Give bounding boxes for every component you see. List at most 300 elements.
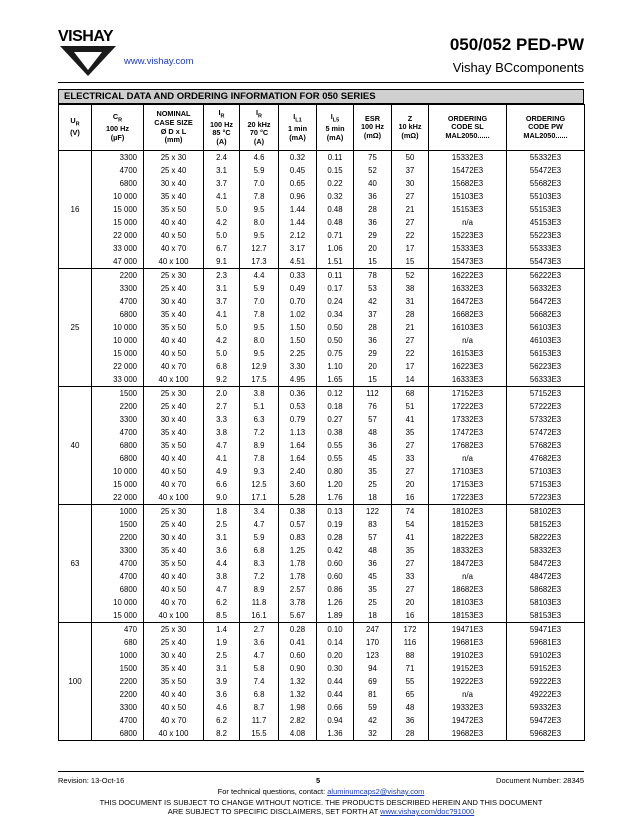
table-value: 45 xyxy=(368,572,377,581)
case-size-cell xyxy=(144,269,204,387)
table-value: 4.2 xyxy=(216,218,227,227)
table-value: 2200 xyxy=(119,271,137,280)
il5-cell xyxy=(317,151,354,269)
table-value: 3.3 xyxy=(216,415,227,424)
table-value: 0.15 xyxy=(327,166,343,175)
table-value: 57472E3 xyxy=(529,428,562,437)
revision-date: Revision: 13-Oct-16 xyxy=(58,776,125,785)
table-value: 27 xyxy=(405,441,415,450)
table-value: 1.10 xyxy=(327,362,343,371)
table-value: 6800 xyxy=(119,310,137,319)
table-value: 40 x 100 xyxy=(158,493,189,502)
table-value: 16 xyxy=(405,611,415,620)
table-value: 36 xyxy=(405,716,415,725)
table-value: 40 x 40 xyxy=(160,572,187,581)
table-value: 59222E3 xyxy=(529,677,562,686)
table-value: 30 x 40 xyxy=(160,297,187,306)
tech-contact-email[interactable]: aluminumcaps2@vishay.com xyxy=(327,787,425,796)
table-value: 2200 xyxy=(119,402,137,411)
table-value: 28 xyxy=(368,205,377,214)
cr-cell xyxy=(92,269,144,387)
table-value: 1.8 xyxy=(216,507,227,516)
table-value: 3.9 xyxy=(216,677,227,686)
cr-cell xyxy=(92,151,144,269)
table-value: 15332E3 xyxy=(451,153,484,162)
table-value: 3.6 xyxy=(216,546,227,555)
table-value: 59682E3 xyxy=(529,729,562,738)
table-value: 35 x 40 xyxy=(160,664,187,673)
ur-cell: 100 xyxy=(59,623,92,741)
ir-100hz-cell xyxy=(204,623,240,741)
table-value: 122 xyxy=(365,507,379,516)
z-cell xyxy=(392,505,429,623)
table-value: 4.6 xyxy=(253,153,265,162)
table-value: 5.9 xyxy=(253,284,265,293)
table-value: 8.9 xyxy=(253,585,265,594)
table-value: 17.3 xyxy=(251,257,267,266)
header-rule xyxy=(58,82,584,83)
table-value: 16682E3 xyxy=(451,310,484,319)
table-value: 3.8 xyxy=(216,572,227,581)
table-value: 33 xyxy=(405,572,415,581)
il1-cell xyxy=(279,623,317,741)
il1-cell xyxy=(279,269,317,387)
table-value: n/a xyxy=(462,572,473,581)
table-value: 18472E3 xyxy=(451,559,484,568)
table-value: 12.5 xyxy=(251,480,267,489)
table-value: 1.78 xyxy=(289,572,306,581)
table-value: 4.51 xyxy=(289,257,306,266)
table-value: 8.5 xyxy=(216,611,227,620)
table-value: 71 xyxy=(405,664,415,673)
table-value: 17.1 xyxy=(251,493,267,502)
table-value: 40 x 50 xyxy=(160,585,187,594)
table-value: 3300 xyxy=(119,284,137,293)
table-value: 0.11 xyxy=(327,271,343,280)
table-value: 30 x 40 xyxy=(160,651,187,660)
table-value: 56332E3 xyxy=(529,284,562,293)
table-value: n/a xyxy=(462,690,473,699)
ir-100hz-cell xyxy=(204,387,240,505)
table-value: 5.0 xyxy=(216,349,227,358)
table-value: 35 x 50 xyxy=(160,677,187,686)
table-value: 53 xyxy=(368,284,377,293)
footer-rule xyxy=(58,771,584,772)
table-value: 35 x 40 xyxy=(160,428,187,437)
table-value: 16333E3 xyxy=(451,375,484,384)
table-value: 40 x 40 xyxy=(160,690,187,699)
table-value: 0.36 xyxy=(289,389,306,398)
table-value: 55333E3 xyxy=(529,244,562,253)
table-value: 9.1 xyxy=(216,257,227,266)
table-value: 40 x 40 xyxy=(160,218,187,227)
table-value: 1500 xyxy=(119,664,137,673)
table-value: 22 000 xyxy=(113,362,137,371)
table-value: 0.55 xyxy=(327,441,343,450)
brand-name: Vishay BCcomponents xyxy=(452,60,584,75)
table-value: 6800 xyxy=(119,441,137,450)
table-value: 35 xyxy=(368,467,377,476)
table-value: 56153E3 xyxy=(529,349,562,358)
table-value: 65 xyxy=(405,690,415,699)
table-header-row xyxy=(59,105,585,151)
website-link[interactable]: www.vishay.com xyxy=(124,56,194,67)
table-value: 40 x 70 xyxy=(160,362,187,371)
table-value: 0.49 xyxy=(289,284,306,293)
table-value: 0.83 xyxy=(289,533,306,542)
ordering-pw-cell xyxy=(507,505,585,623)
table-value: 81 xyxy=(368,690,377,699)
table-value: 17103E3 xyxy=(451,467,484,476)
table-value: 15 000 xyxy=(113,205,137,214)
table-value: 3.7 xyxy=(216,297,227,306)
table-value: 40 x 50 xyxy=(160,231,187,240)
col-header-ordering-pw: ORDERING CODE PW MAL2050...... xyxy=(507,105,585,151)
ir-100hz-cell xyxy=(204,151,240,269)
table-value: 27 xyxy=(405,467,415,476)
table-value: 48 xyxy=(368,546,377,555)
table-value: 247 xyxy=(365,625,379,634)
voltage-group-row xyxy=(59,269,585,387)
table-value: 35 x 50 xyxy=(160,441,187,450)
table-value: 17223E3 xyxy=(451,493,484,502)
table-value: 35 x 50 xyxy=(160,559,187,568)
table-value: 56472E3 xyxy=(529,297,562,306)
col-header-ir-20khz: $I_R$ 20 kHz 70 °C (A) xyxy=(240,105,279,151)
table-value: 3.1 xyxy=(216,664,227,673)
table-value: 9.0 xyxy=(216,493,227,502)
table-value: 15473E3 xyxy=(451,257,484,266)
table-value: 8.0 xyxy=(253,218,265,227)
table-value: 40 x 50 xyxy=(160,703,187,712)
table-value: 20 xyxy=(405,480,415,489)
table-value: 0.66 xyxy=(327,703,343,712)
table-value: 0.60 xyxy=(327,572,343,581)
table-value: 57103E3 xyxy=(529,467,562,476)
table-value: 17222E3 xyxy=(451,402,484,411)
table-value: 1500 xyxy=(119,520,137,529)
table-value: 9.5 xyxy=(253,231,265,240)
table-value: 19332E3 xyxy=(451,703,484,712)
table-value: 0.44 xyxy=(327,690,343,699)
table-value: 1.50 xyxy=(289,323,306,332)
logo-text: VISHAY xyxy=(58,28,114,45)
table-value: 0.18 xyxy=(327,402,343,411)
col-header-il5: $I_{L5}$ 5 min (mA) xyxy=(317,105,354,151)
table-value: 6.6 xyxy=(216,480,227,489)
table-value: 1.50 xyxy=(289,336,306,345)
table-value: 17 xyxy=(405,362,415,371)
table-value: 15 xyxy=(405,257,415,266)
table-value: 8.0 xyxy=(253,336,265,345)
table-value: 78 xyxy=(368,271,377,280)
table-value: 18332E3 xyxy=(451,546,484,555)
document-number: Document Number: 28345 xyxy=(496,776,584,785)
ur-cell: 63 xyxy=(59,505,92,623)
table-value: 40 x 50 xyxy=(160,467,187,476)
table-value: 56223E3 xyxy=(529,362,562,371)
table-value: 58682E3 xyxy=(529,585,562,594)
table-value: 94 xyxy=(368,664,377,673)
table-value: 17472E3 xyxy=(451,428,484,437)
table-value: 18 xyxy=(368,611,377,620)
table-value: 40 x 70 xyxy=(160,598,187,607)
table-value: 15 000 xyxy=(113,218,137,227)
table-value: 5.0 xyxy=(216,205,227,214)
table-value: 5.67 xyxy=(289,611,306,620)
table-value: 21 xyxy=(405,323,415,332)
table-value: 6.8 xyxy=(253,690,265,699)
table-value: 0.19 xyxy=(327,520,343,529)
table-value: 40 xyxy=(368,179,377,188)
disclaimer-text: ARE SUBJECT TO SPECIFIC DISCLAIMERS, SET FORTH AT xyxy=(167,807,381,816)
table-value: 25 x 40 xyxy=(160,520,187,529)
table-value: 2200 xyxy=(119,690,137,699)
table-value: 33 000 xyxy=(113,244,137,253)
tech-contact xyxy=(0,787,642,796)
table-value: 56333E3 xyxy=(529,375,562,384)
table-value: 17 xyxy=(405,244,415,253)
table-value: 0.28 xyxy=(289,625,306,634)
table-value: 4.6 xyxy=(216,703,227,712)
table-value: 54 xyxy=(405,520,415,529)
table-value: 0.12 xyxy=(327,389,343,398)
table-value: 2200 xyxy=(119,677,137,686)
table-value: 4.1 xyxy=(216,192,227,201)
table-value: 172 xyxy=(403,625,417,634)
table-value: 3.6 xyxy=(253,638,265,647)
table-value: 4.9 xyxy=(216,467,227,476)
table-value: 36 xyxy=(368,441,377,450)
table-value: 55473E3 xyxy=(529,257,562,266)
table-value: 57682E3 xyxy=(529,441,562,450)
table-value: 3.60 xyxy=(289,480,306,489)
table-value: 25 x 40 xyxy=(160,284,187,293)
table-value: 57222E3 xyxy=(529,402,562,411)
ur-cell: 16 xyxy=(59,151,92,269)
tech-contact-label: For technical questions, contact: xyxy=(217,787,328,796)
table-value: 0.60 xyxy=(327,559,343,568)
table-value: 0.32 xyxy=(327,192,343,201)
table-value: 10 000 xyxy=(113,336,137,345)
table-value: 59332E3 xyxy=(529,703,562,712)
table-value: 0.42 xyxy=(327,546,343,555)
table-value: 35 x 50 xyxy=(160,205,187,214)
table-value: 19471E3 xyxy=(451,625,484,634)
z-cell xyxy=(392,269,429,387)
table-value: 51 xyxy=(405,402,415,411)
table-value: 4.7 xyxy=(253,520,265,529)
table-value: 4.1 xyxy=(216,454,227,463)
table-value: 1.13 xyxy=(289,428,306,437)
table-value: 29 xyxy=(368,349,377,358)
table-value: 5.0 xyxy=(216,231,227,240)
table-value: 10 000 xyxy=(113,598,137,607)
table-value: 0.48 xyxy=(327,218,343,227)
case-size-cell xyxy=(144,387,204,505)
case-size-cell xyxy=(144,505,204,623)
table-value: 4700 xyxy=(119,716,137,725)
table-value: 6800 xyxy=(119,585,137,594)
table-value: 59471E3 xyxy=(529,625,562,634)
table-value: 25 xyxy=(368,598,377,607)
table-value: 57153E3 xyxy=(529,480,562,489)
table-value: 4700 xyxy=(119,572,137,581)
table-value: 48 xyxy=(368,428,377,437)
table-value: 0.71 xyxy=(327,231,343,240)
page-number: 5 xyxy=(316,776,321,785)
table-value: 1.78 xyxy=(289,559,306,568)
table-value: 20 xyxy=(405,598,415,607)
table-value: 2.40 xyxy=(289,467,306,476)
table-value: 58222E3 xyxy=(529,533,562,542)
disclaimer-link[interactable]: www.vishay.com/doc?91000 xyxy=(380,807,475,816)
table-value: 20 xyxy=(368,362,377,371)
table-value: 6.7 xyxy=(216,244,227,253)
table-value: 5.8 xyxy=(253,664,265,673)
table-value: 15 000 xyxy=(113,480,137,489)
table-value: 35 x 40 xyxy=(160,310,187,319)
table-value: 3300 xyxy=(119,703,137,712)
table-value: 3.7 xyxy=(216,179,227,188)
table-value: 27 xyxy=(405,192,415,201)
table-value: 36 xyxy=(368,218,377,227)
table-value: 4.4 xyxy=(253,271,265,280)
table-value: 57152E3 xyxy=(529,389,562,398)
table-value: 0.38 xyxy=(289,507,306,516)
table-value: 0.34 xyxy=(327,310,343,319)
table-value: 1.76 xyxy=(327,493,343,502)
table-value: 2.5 xyxy=(216,520,227,529)
table-value: 58332E3 xyxy=(529,546,562,555)
table-value: 4700 xyxy=(119,166,137,175)
table-value: 29 xyxy=(368,231,377,240)
table-value: 19682E3 xyxy=(451,729,484,738)
table-value: 59681E3 xyxy=(529,638,562,647)
table-value: 0.96 xyxy=(289,192,306,201)
table-value: 0.75 xyxy=(327,349,343,358)
table-value: 16472E3 xyxy=(451,297,484,306)
table-value: 12.9 xyxy=(251,362,267,371)
table-value: 58102E3 xyxy=(529,507,562,516)
table-value: 37 xyxy=(368,310,377,319)
table-value: 4700 xyxy=(119,559,137,568)
table-value: 59472E3 xyxy=(529,716,562,725)
table-value: 10 000 xyxy=(113,467,137,476)
table-value: 15103E3 xyxy=(451,192,484,201)
table-value: 8.9 xyxy=(253,441,265,450)
table-value: 0.41 xyxy=(289,638,306,647)
table-value: 56103E3 xyxy=(529,323,562,332)
table-value: 19152E3 xyxy=(451,664,484,673)
table-value: 75 xyxy=(368,153,377,162)
table-value: 68 xyxy=(405,389,415,398)
table-value: 15333E3 xyxy=(451,244,484,253)
ordering-pw-cell xyxy=(507,151,585,269)
table-value: 3.8 xyxy=(253,389,265,398)
table-value: 7.8 xyxy=(253,192,265,201)
table-value: 30 xyxy=(405,179,415,188)
table-value: 2.0 xyxy=(216,389,227,398)
table-value: 38 xyxy=(405,284,415,293)
table-value: 0.13 xyxy=(327,507,343,516)
table-value: 40 x 100 xyxy=(158,729,189,738)
logo-triangle-icon xyxy=(58,28,118,80)
table-value: 15682E3 xyxy=(451,179,484,188)
ur-cell: 25 xyxy=(59,269,92,387)
table-value: 14 xyxy=(405,375,415,384)
table-value: 1.89 xyxy=(327,611,343,620)
table-value: 4.08 xyxy=(289,729,306,738)
table-value: 35 xyxy=(405,428,415,437)
table-value: 74 xyxy=(405,507,415,516)
table-value: 680 xyxy=(123,638,137,647)
table-value: 2200 xyxy=(119,533,137,542)
table-value: 55 xyxy=(405,677,415,686)
table-value: 21 xyxy=(405,205,415,214)
col-header-ordering-sl: ORDERING CODE SL MAL2050...... xyxy=(429,105,507,151)
table-value: 0.10 xyxy=(327,625,343,634)
table-value: 88 xyxy=(405,651,415,660)
table-value: 5.0 xyxy=(216,323,227,332)
table-value: 17153E3 xyxy=(451,480,484,489)
z-cell xyxy=(392,387,429,505)
table-value: 41 xyxy=(405,533,415,542)
table-value: 18102E3 xyxy=(451,507,484,516)
table-value: 2.57 xyxy=(289,585,306,594)
table-value: 3.6 xyxy=(216,690,227,699)
table-value: 1.44 xyxy=(289,218,306,227)
table-value: 3.1 xyxy=(216,533,227,542)
table-value: 4.1 xyxy=(216,310,227,319)
table-value: 3.17 xyxy=(289,244,306,253)
table-value: 7.0 xyxy=(253,297,265,306)
table-value: 40 x 100 xyxy=(158,257,189,266)
table-value: 4.4 xyxy=(216,559,227,568)
table-value: 0.53 xyxy=(289,402,306,411)
table-value: 33 xyxy=(405,454,415,463)
table-value: 58153E3 xyxy=(529,611,562,620)
table-value: 9.2 xyxy=(216,375,227,384)
electrical-data-table xyxy=(58,104,585,741)
ordering-sl-cell xyxy=(429,269,507,387)
il5-cell xyxy=(317,623,354,741)
table-value: 10 000 xyxy=(113,192,137,201)
col-header-cr: $C_R$ 100 Hz (µF) xyxy=(92,105,144,151)
table-value: 0.55 xyxy=(327,454,343,463)
table-value: 0.94 xyxy=(327,716,343,725)
table-value: 40 x 40 xyxy=(160,336,187,345)
col-header-ir-100hz: $I_R$ 100 Hz 85 °C (A) xyxy=(204,105,240,151)
il5-cell xyxy=(317,387,354,505)
table-value: 1.65 xyxy=(327,375,343,384)
table-value: 25 x 30 xyxy=(160,625,187,634)
table-value: 27 xyxy=(405,336,415,345)
table-value: 7.2 xyxy=(253,572,265,581)
table-value: 56222E3 xyxy=(529,271,562,280)
table-value: 6.8 xyxy=(216,362,227,371)
table-value: 0.50 xyxy=(327,323,343,332)
table-value: 9.5 xyxy=(253,349,265,358)
table-value: 18 xyxy=(368,493,377,502)
table-value: 1.32 xyxy=(289,677,306,686)
table-value: 57 xyxy=(368,415,377,424)
col-header-il1: $I_{L1}$ 1 min (mA) xyxy=(279,105,317,151)
ordering-pw-cell xyxy=(507,623,585,741)
voltage-group-row xyxy=(59,623,585,741)
table-value: 40 x 100 xyxy=(158,375,189,384)
table-value: 55332E3 xyxy=(529,153,562,162)
